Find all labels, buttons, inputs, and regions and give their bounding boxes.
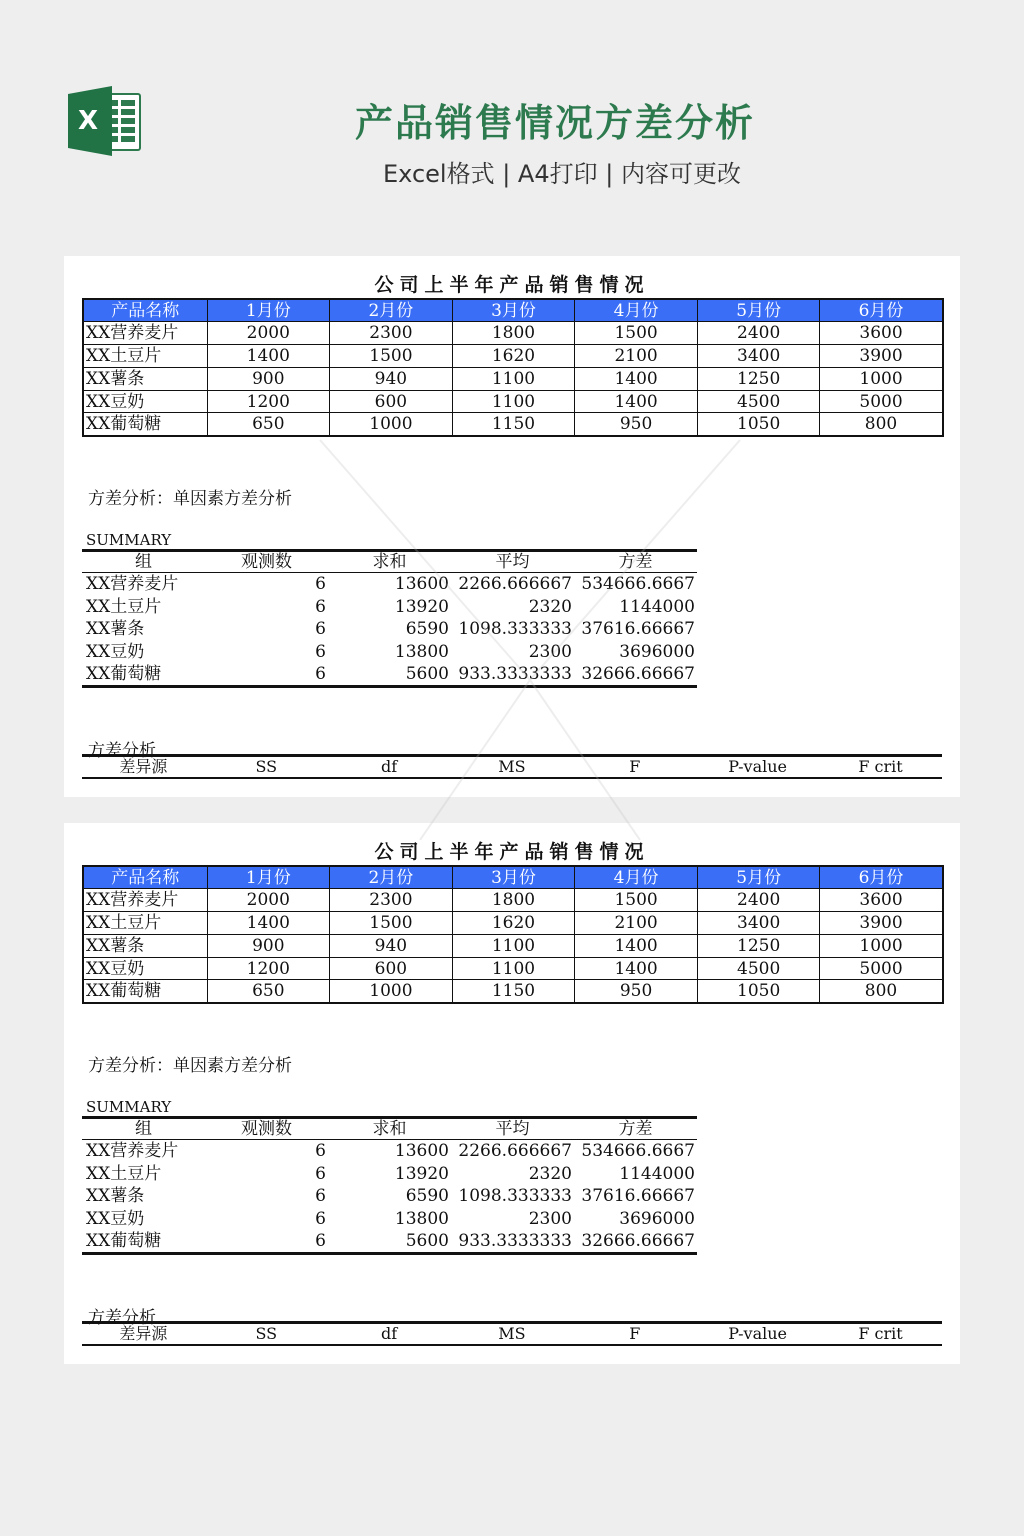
variance-cell: 37616.66667 [581, 619, 695, 640]
value-cell: 1200 [207, 390, 330, 413]
analysis-label: 方差分析：单因素方差分析 [88, 1056, 292, 1076]
value-cell: 800 [820, 980, 943, 1003]
variance-cell: 1144000 [619, 1163, 695, 1184]
sum-cell: 6590 [405, 1186, 449, 1207]
value-cell: 1000 [820, 934, 943, 957]
table-row [82, 595, 697, 618]
sum-cell: 13600 [394, 574, 449, 595]
value-cell: 950 [575, 413, 698, 436]
mean-cell: 2266.666667 [458, 574, 572, 595]
column-header: F crit [858, 757, 903, 776]
value-cell: 1150 [452, 413, 575, 436]
value-cell: 1000 [330, 980, 453, 1003]
sum-cell: 5600 [405, 1231, 449, 1252]
mean-cell: 2320 [528, 596, 572, 617]
product-name-cell: XX营养麦片 [83, 322, 207, 345]
column-header: 5月份 [697, 299, 820, 322]
mean-cell: 2320 [528, 1163, 572, 1184]
sheet-card [64, 823, 960, 1364]
column-header: SS [255, 1324, 278, 1343]
column-header: F [629, 1324, 641, 1343]
value-cell: 3400 [697, 912, 820, 935]
value-cell: 1250 [697, 934, 820, 957]
column-header: 3月份 [452, 299, 575, 322]
value-cell: 1400 [575, 957, 698, 980]
product-name-cell: XX营养麦片 [83, 889, 207, 912]
value-cell: 3900 [820, 345, 943, 368]
anova-caption: 方差分析 [88, 741, 156, 761]
analysis-label: 方差分析：单因素方差分析 [88, 489, 292, 509]
value-cell: 4500 [697, 957, 820, 980]
product-name-cell: XX豆奶 [83, 390, 207, 413]
value-cell: 2000 [207, 322, 330, 345]
value-cell: 1620 [452, 345, 575, 368]
value-cell: 5000 [820, 390, 943, 413]
table-row [83, 889, 943, 912]
count-cell: 6 [315, 664, 326, 685]
table-row [83, 934, 943, 957]
column-header: MS [498, 1324, 526, 1343]
group-name-cell: XX营养麦片 [86, 1141, 179, 1162]
value-cell: 1000 [330, 413, 453, 436]
value-cell: 2000 [207, 889, 330, 912]
table-row [82, 664, 697, 687]
sheet-title: 公司上半年产品销售情况 [374, 841, 650, 863]
value-cell: 3900 [820, 912, 943, 935]
value-cell: 3600 [820, 322, 943, 345]
column-header: 组 [135, 1119, 152, 1139]
value-cell: 2400 [697, 322, 820, 345]
column-header: 2月份 [330, 866, 453, 889]
table-row [82, 1208, 697, 1231]
sheet-title: 公司上半年产品销售情况 [374, 274, 650, 296]
column-header: 3月份 [452, 866, 575, 889]
page-subtitle: Excel格式 | A4打印 | 内容可更改 [383, 160, 741, 188]
mean-cell: 1098.333333 [458, 1186, 572, 1207]
column-header: 观测数 [241, 1119, 292, 1139]
value-cell: 1400 [575, 390, 698, 413]
sum-cell: 6590 [405, 619, 449, 640]
value-cell: 1500 [575, 322, 698, 345]
column-header: 方差 [618, 1119, 653, 1139]
value-cell: 1400 [575, 367, 698, 390]
sum-cell: 13800 [394, 1209, 449, 1230]
mean-cell: 1098.333333 [458, 619, 572, 640]
sum-cell: 13920 [394, 1163, 449, 1184]
value-cell: 1400 [575, 934, 698, 957]
anova-table [82, 1321, 942, 1346]
variance-cell: 534666.6667 [581, 574, 695, 595]
sales-table [82, 865, 944, 1004]
value-cell: 600 [330, 957, 453, 980]
column-header: 平均 [495, 552, 530, 572]
column-header: P-value [728, 1324, 788, 1343]
value-cell: 900 [207, 934, 330, 957]
anova-header-row [82, 1323, 942, 1346]
table-row [82, 618, 697, 641]
value-cell: 1100 [452, 957, 575, 980]
group-name-cell: XX葡萄糖 [86, 664, 162, 685]
count-cell: 6 [315, 1231, 326, 1252]
table-row [83, 980, 943, 1003]
column-header: 1月份 [207, 866, 330, 889]
group-name-cell: XX土豆片 [86, 1163, 162, 1184]
value-cell: 940 [330, 934, 453, 957]
table-row [83, 367, 943, 390]
column-header: 方差 [618, 552, 653, 572]
value-cell: 1100 [452, 367, 575, 390]
column-header: df [381, 757, 398, 776]
column-header: 差异源 [119, 1324, 168, 1343]
sales-table [82, 298, 944, 437]
column-header: 2月份 [330, 299, 453, 322]
value-cell: 5000 [820, 957, 943, 980]
value-cell: 2400 [697, 889, 820, 912]
mean-cell: 2300 [528, 1209, 572, 1230]
table-row [82, 1162, 697, 1185]
group-name-cell: XX薯条 [86, 1186, 145, 1207]
summary-header-row [82, 551, 697, 573]
value-cell: 1500 [330, 345, 453, 368]
sales-header-row [83, 866, 943, 889]
summary-table [82, 549, 697, 688]
product-name-cell: XX葡萄糖 [83, 980, 207, 1003]
value-cell: 1800 [452, 322, 575, 345]
variance-cell: 32666.66667 [581, 1231, 695, 1252]
variance-cell: 1144000 [619, 596, 695, 617]
value-cell: 2300 [330, 889, 453, 912]
product-name-cell: XX土豆片 [83, 345, 207, 368]
value-cell: 2100 [575, 345, 698, 368]
value-cell: 1100 [452, 934, 575, 957]
mean-cell: 933.3333333 [458, 1231, 572, 1252]
value-cell: 1050 [697, 413, 820, 436]
table-row [83, 322, 943, 345]
column-header: 组 [135, 552, 152, 572]
mean-cell: 2266.666667 [458, 1141, 572, 1162]
anova-table [82, 754, 942, 779]
value-cell: 2300 [330, 322, 453, 345]
column-header: F [629, 757, 641, 776]
value-cell: 1400 [207, 345, 330, 368]
table-row [82, 1231, 697, 1254]
column-header: 平均 [495, 1119, 530, 1139]
column-header: df [381, 1324, 398, 1343]
variance-cell: 32666.66667 [581, 664, 695, 685]
count-cell: 6 [315, 642, 326, 663]
value-cell: 1000 [820, 367, 943, 390]
value-cell: 600 [330, 390, 453, 413]
mean-cell: 933.3333333 [458, 664, 572, 685]
count-cell: 6 [315, 1141, 326, 1162]
anova-header-row [82, 756, 942, 779]
value-cell: 2100 [575, 912, 698, 935]
column-header: 5月份 [697, 866, 820, 889]
group-name-cell: XX薯条 [86, 619, 145, 640]
sales-header-row [83, 299, 943, 322]
value-cell: 3600 [820, 889, 943, 912]
column-header: 求和 [372, 552, 407, 572]
column-header: 6月份 [820, 299, 943, 322]
value-cell: 1400 [207, 912, 330, 935]
svg-text:X: X [77, 106, 99, 136]
product-name-cell: XX葡萄糖 [83, 413, 207, 436]
count-cell: 6 [315, 1186, 326, 1207]
value-cell: 1500 [330, 912, 453, 935]
product-name-cell: XX土豆片 [83, 912, 207, 935]
summary-header-row [82, 1118, 697, 1140]
column-header: 差异源 [119, 757, 168, 776]
summary-caption: SUMMARY [86, 531, 172, 549]
product-name-cell: XX薯条 [83, 367, 207, 390]
value-cell: 3400 [697, 345, 820, 368]
column-header: 产品名称 [83, 866, 207, 889]
value-cell: 1150 [452, 980, 575, 1003]
count-cell: 6 [315, 619, 326, 640]
variance-cell: 534666.6667 [581, 1141, 695, 1162]
column-header: F crit [858, 1324, 903, 1343]
variance-cell: 3696000 [619, 642, 695, 663]
sum-cell: 13600 [394, 1141, 449, 1162]
column-header: 求和 [372, 1119, 407, 1139]
variance-cell: 37616.66667 [581, 1186, 695, 1207]
count-cell: 6 [315, 1163, 326, 1184]
count-cell: 6 [315, 596, 326, 617]
value-cell: 940 [330, 367, 453, 390]
value-cell: 1800 [452, 889, 575, 912]
column-header: 产品名称 [83, 299, 207, 322]
table-row [83, 345, 943, 368]
mean-cell: 2300 [528, 642, 572, 663]
value-cell: 1100 [452, 390, 575, 413]
variance-cell: 3696000 [619, 1209, 695, 1230]
product-name-cell: XX豆奶 [83, 957, 207, 980]
value-cell: 650 [207, 413, 330, 436]
value-cell: 950 [575, 980, 698, 1003]
table-row [83, 957, 943, 980]
value-cell: 4500 [697, 390, 820, 413]
table-row [83, 390, 943, 413]
summary-table [82, 1116, 697, 1255]
column-header: 4月份 [575, 866, 698, 889]
value-cell: 1200 [207, 957, 330, 980]
table-row [82, 573, 697, 596]
group-name-cell: XX营养麦片 [86, 574, 179, 595]
table-row [82, 1185, 697, 1208]
value-cell: 650 [207, 980, 330, 1003]
value-cell: 1250 [697, 367, 820, 390]
page-title: 产品销售情况方差分析 [354, 101, 755, 145]
product-name-cell: XX薯条 [83, 934, 207, 957]
count-cell: 6 [315, 1209, 326, 1230]
value-cell: 800 [820, 413, 943, 436]
count-cell: 6 [315, 574, 326, 595]
sum-cell: 13800 [394, 642, 449, 663]
summary-caption: SUMMARY [86, 1098, 172, 1116]
column-header: P-value [728, 757, 788, 776]
value-cell: 1500 [575, 889, 698, 912]
table-row [83, 413, 943, 436]
column-header: 观测数 [241, 552, 292, 572]
value-cell: 1620 [452, 912, 575, 935]
group-name-cell: XX葡萄糖 [86, 1231, 162, 1252]
sum-cell: 5600 [405, 664, 449, 685]
column-header: 4月份 [575, 299, 698, 322]
table-row [82, 1140, 697, 1163]
sheet-card [64, 256, 960, 797]
table-row [82, 641, 697, 664]
anova-caption: 方差分析 [88, 1308, 156, 1328]
sum-cell: 13920 [394, 596, 449, 617]
value-cell: 1050 [697, 980, 820, 1003]
column-header: MS [498, 757, 526, 776]
column-header: SS [255, 757, 278, 776]
value-cell: 900 [207, 367, 330, 390]
group-name-cell: XX豆奶 [86, 1209, 145, 1230]
column-header: 6月份 [820, 866, 943, 889]
group-name-cell: XX豆奶 [86, 642, 145, 663]
table-row [83, 912, 943, 935]
group-name-cell: XX土豆片 [86, 596, 162, 617]
column-header: 1月份 [207, 299, 330, 322]
